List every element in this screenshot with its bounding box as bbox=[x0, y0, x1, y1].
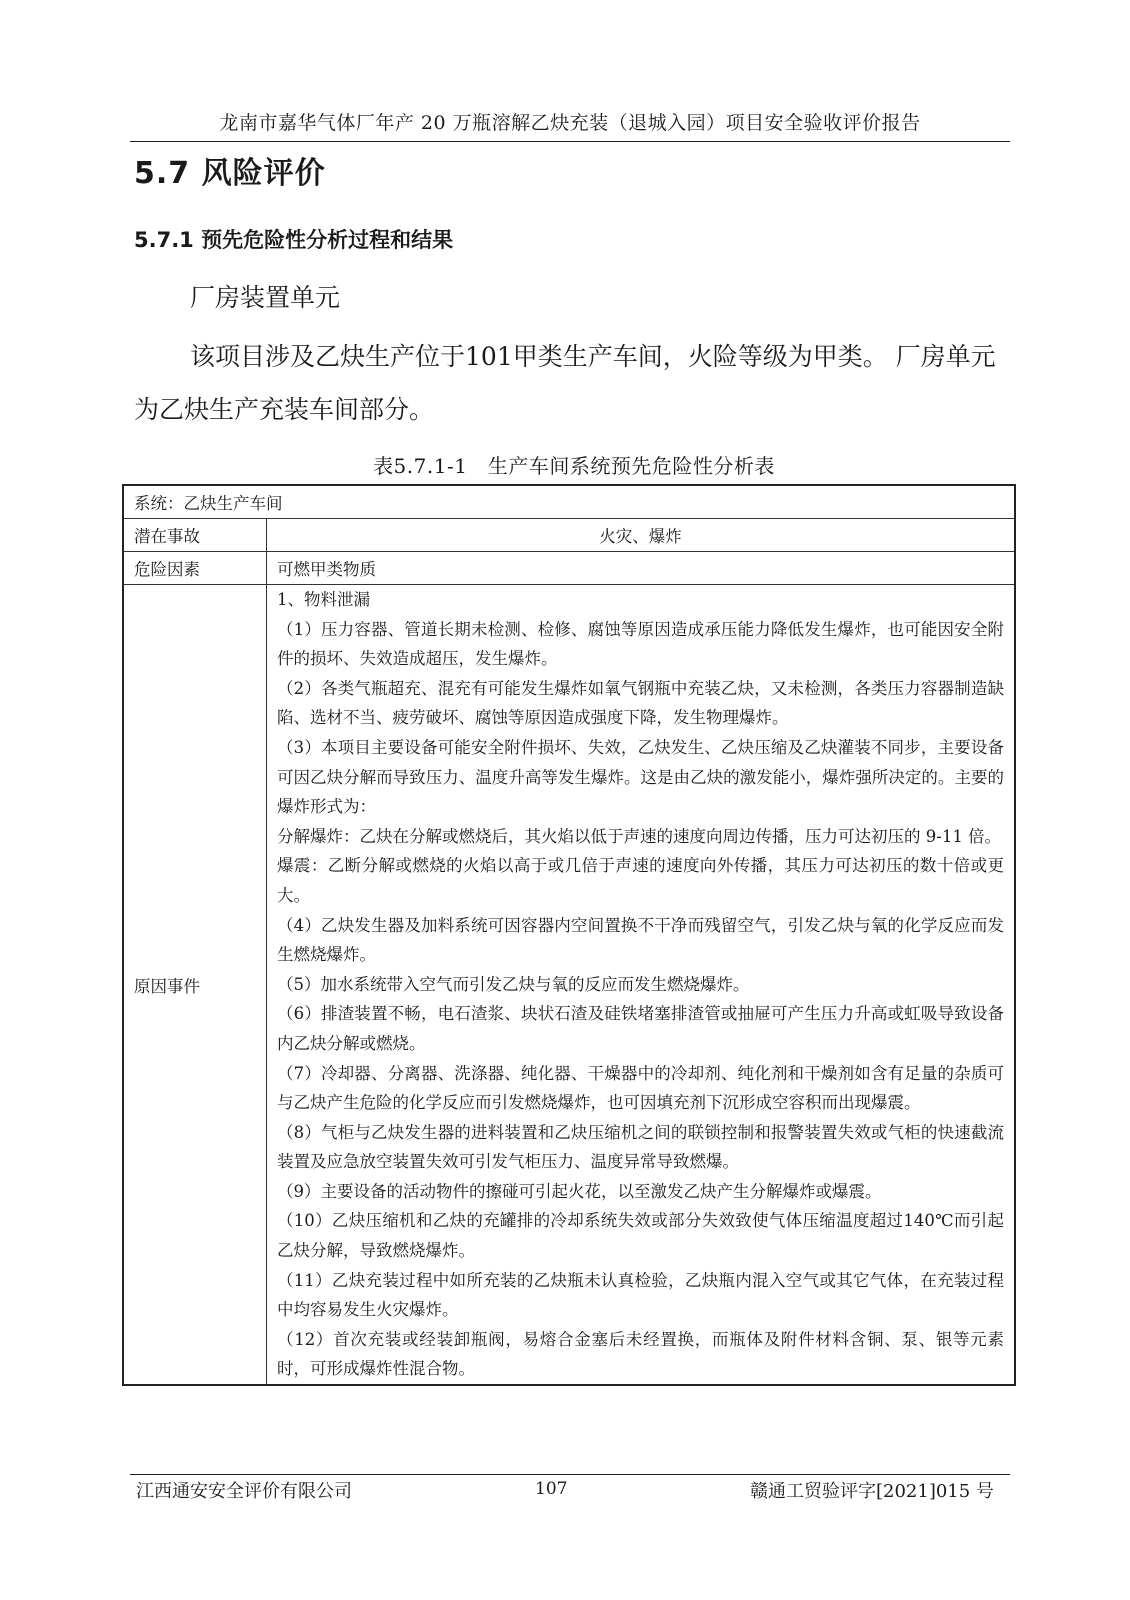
cause-line: （9）主要设备的活动物件的擦碰可引起火花，以至激发乙炔产生分解爆炸或爆震。 bbox=[277, 1181, 882, 1201]
cause-line: （3）本项目主要设备可能安全附件损坏、失效，乙炔发生、乙炔压缩及乙炔灌装不同步，主要设备可因乙炔分解而导致压力、温度升高等发生爆炸。这是由乙炔的激发能小，爆炸强所决定的。主要的爆炸形式为： bbox=[277, 737, 1004, 817]
table-caption: 表5.7.1-1 生产车间系统预先危险性分析表 bbox=[373, 454, 775, 478]
table-row bbox=[123, 585, 1015, 1386]
footer-divider bbox=[130, 1474, 1010, 1475]
cause-list bbox=[267, 585, 1016, 1386]
cause-line: （8）气柜与乙炔发生器的进料装置和乙炔压缩机之间的联锁控制和报警装置失效或气柜的快速截流装置及应急放空装置失效可引发气柜压力、温度异常导致燃爆。 bbox=[277, 1122, 1004, 1172]
cause-line: （10）乙炔压缩机和乙炔的充罐排的冷却系统失效或部分失效致使气体压缩温度超过140℃而引起乙炔分解，导致燃烧爆炸。 bbox=[277, 1211, 1004, 1261]
cause-line: （7）冷却器、分离器、洗涤器、纯化器、干燥器中的冷却剂、纯化剂和干燥剂如含有足量的杂质可与乙炔产生危险的化学反应而引发燃烧爆炸，也可因填充剂下沉形成空容积而出现爆震。 bbox=[277, 1063, 1004, 1113]
intro-paragraph: 该项目涉及乙炔生产位于101甲类生产车间，火险等级为甲类。 厂房单元为乙炔生产充装车间部分。 bbox=[134, 342, 996, 424]
row-value: 火灾、爆炸 bbox=[267, 519, 1016, 552]
table-row bbox=[123, 485, 1015, 519]
row-value: 可燃甲类物质 bbox=[267, 552, 1016, 585]
page-number: 107 bbox=[535, 1479, 568, 1499]
cause-line: （11）乙炔充装过程中如所充装的乙炔瓶未认真检验，乙炔瓶内混入空气或其它气体，在充装过程中均容易发生火灾爆炸。 bbox=[277, 1270, 1004, 1320]
row-label: 潜在事故 bbox=[123, 519, 267, 552]
cause-line: 爆震：乙断分解或燃烧的火焰以高于或几倍于声速的速度向外传播，其压力可达初压的数十倍或更大。 bbox=[277, 856, 1004, 905]
cause-line: （6）排渣装置不畅，电石渣浆、块状石渣及硅铁堵塞排渣管或抽屉可产生压力升高或虹吸导致设备内乙炔分解或燃烧。 bbox=[277, 1004, 1004, 1053]
cause-line: （5）加水系统带入空气而引发乙炔与氧的反应而发生燃烧爆炸。 bbox=[277, 974, 750, 994]
row-label: 危险因素 bbox=[123, 552, 267, 585]
cause-line: 分解爆炸：乙炔在分解或燃烧后，其火焰以低于声速的速度向周边传播，压力可达初压的 9-11 倍。 bbox=[277, 826, 1002, 846]
table-row bbox=[123, 519, 1015, 552]
pha-table bbox=[122, 484, 1016, 1386]
cause-line: （12）首次充装或经装卸瓶阀，易熔合金塞后未经置换，而瓶体及附件材料含铜、泵、银等元素时，可形成爆炸性混合物。 bbox=[277, 1329, 1004, 1379]
section-heading: 5.7 风险评价 bbox=[134, 156, 326, 191]
footer-company: 江西通安安全评价有限公司 bbox=[136, 1481, 352, 1502]
page-header: 龙南市嘉华气体厂年产 20 万瓶溶解乙炔充装（退城入园）项目安全验收评价报告 bbox=[130, 108, 1010, 142]
cause-line: （4）乙炔发生器及加料系统可因容器内空间置换不干净而残留空气，引发乙炔与氧的化学反应而发生燃烧爆炸。 bbox=[277, 915, 1004, 965]
subsection-heading: 5.7.1 预先危险性分析过程和结果 bbox=[134, 228, 454, 252]
footer-doc-code: 赣通工贸验评字[2021]015 号 bbox=[750, 1481, 994, 1502]
unit-title: 厂房装置单元 bbox=[190, 283, 341, 312]
cause-line: （2）各类气瓶超充、混充有可能发生爆炸如氧气钢瓶中充装乙炔，又未检测，各类压力容器制造缺陷、选材不当、疲劳破坏、腐蚀等原因造成强度下降，发生物理爆炸。 bbox=[277, 678, 1004, 728]
system-cell: 系统：乙炔生产车间 bbox=[123, 485, 1015, 519]
table-row bbox=[123, 552, 1015, 585]
cause-line: 1、物料泄漏 bbox=[277, 590, 370, 609]
cause-line: （1）压力容器、管道长期未检测、检修、腐蚀等原因造成承压能力降低发生爆炸，也可能因安全附件的损坏、失效造成超压，发生爆炸。 bbox=[277, 619, 1004, 669]
cause-label: 原因事件 bbox=[123, 585, 267, 1386]
